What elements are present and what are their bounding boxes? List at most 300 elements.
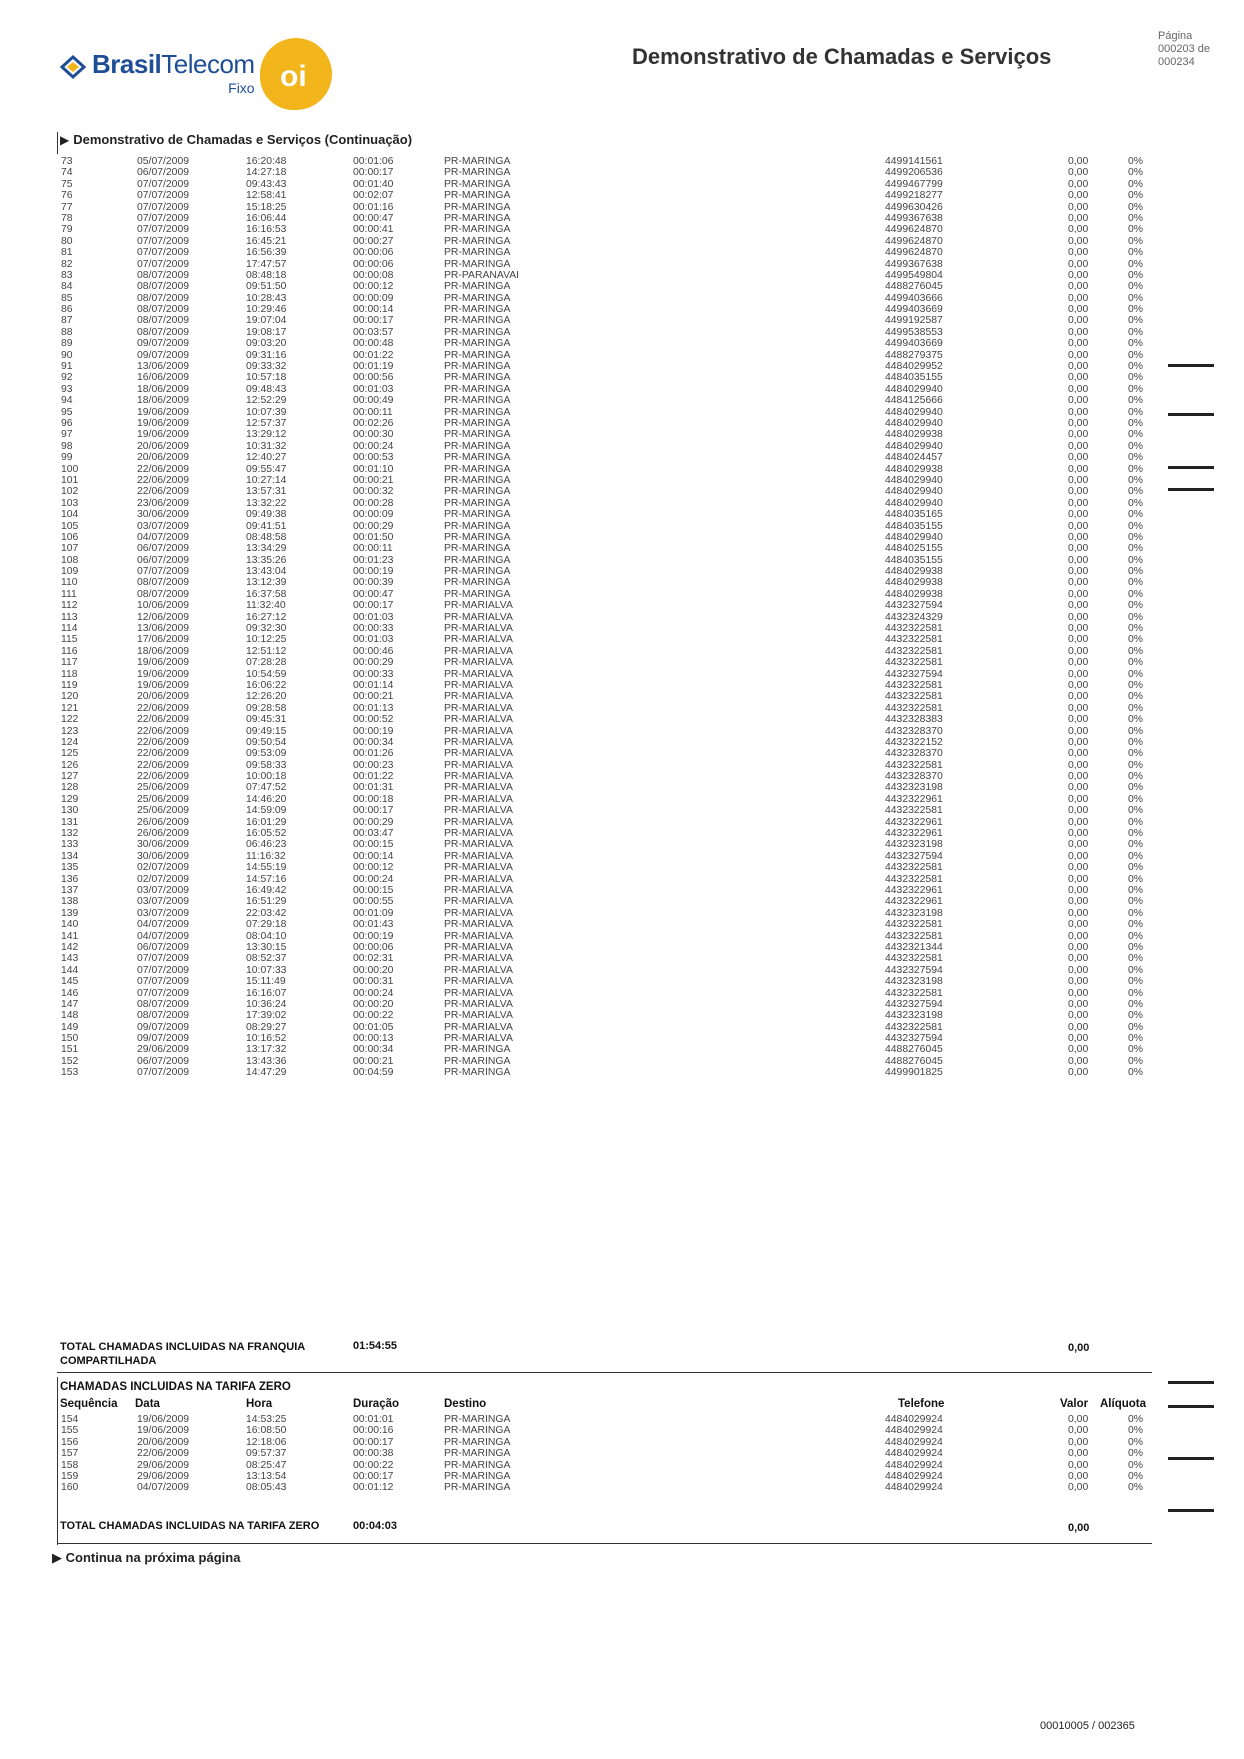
cell-seq: 81 [61,247,73,259]
cell-seq: 137 [61,885,79,896]
cell-destination: PR-MARINGA [444,349,511,361]
cell-phone: 4432322581 [885,873,943,885]
cell-destination: PR-MARIALVA [444,634,513,646]
brasil-telecom-symbol-icon [60,54,86,80]
cell-seq: 98 [61,440,73,452]
cell-value: 0,00 [1068,987,1089,999]
cell-aliquot: 0% [1128,828,1144,840]
cell-destination: PR-MARINGA [444,326,511,338]
cell-time: 14:47:29 [246,1067,287,1079]
cell-seq: 129 [61,793,79,805]
cell-time: 13:32:22 [246,497,287,509]
cell-destination: PR-MARINGA [444,497,511,509]
cell-destination: PR-MARIALVA [444,805,513,817]
cell-date: 25/06/2009 [137,805,190,817]
cell-phone: 4499403666 [885,292,943,304]
cell-phone: 4499467799 [885,178,943,190]
cell-value: 0,00 [1068,941,1089,953]
cell-value: 0,00 [1068,509,1089,521]
cell-phone: 4484029940 [885,417,943,429]
cell-time: 17:47:57 [246,258,287,270]
cell-destination: PR-MARINGA [444,1067,511,1079]
cell-value: 0,00 [1068,816,1089,828]
cell-value: 0,00 [1068,224,1089,236]
cell-value: 0,00 [1068,691,1089,703]
cell-duration: 00:00:14 [353,304,394,316]
cell-duration: 00:01:05 [353,1021,394,1033]
cell-value: 0,00 [1068,850,1089,862]
cell-date: 07/07/2009 [137,1067,190,1079]
cell-date: 19/06/2009 [137,1425,190,1437]
table-row [60,281,1152,292]
cell-aliquot: 0% [1128,258,1144,270]
cell-seq: 133 [61,839,79,851]
table-row [60,304,1152,315]
cell-destination: PR-MARIALVA [444,850,513,862]
cell-time: 14:53:25 [246,1414,287,1425]
cell-destination: PR-MARINGA [444,1482,511,1494]
cell-date: 18/06/2009 [137,645,190,657]
cell-destination: PR-MARIALVA [444,691,513,703]
cell-phone: 4432322581 [885,691,943,703]
cell-aliquot: 0% [1128,725,1144,737]
cell-value: 0,00 [1068,725,1089,737]
cell-date: 08/07/2009 [137,1010,190,1022]
cell-aliquot: 0% [1128,1055,1144,1067]
cell-aliquot: 0% [1128,907,1144,919]
cell-phone: 4484125666 [885,395,943,407]
cell-time: 07:28:28 [246,657,287,669]
cell-time: 09:55:47 [246,463,287,475]
cell-phone: 4488276045 [885,1055,943,1067]
cell-duration: 00:00:06 [353,258,394,270]
cell-seq: 151 [61,1044,79,1056]
table-row [60,429,1152,440]
cell-value: 0,00 [1068,1470,1089,1482]
cell-aliquot: 0% [1128,531,1144,543]
cell-phone: 4432324329 [885,611,943,623]
cell-seq: 99 [61,452,73,464]
cell-destination: PR-MARIALVA [444,907,513,919]
table-row [60,566,1152,577]
cell-destination: PR-MARINGA [444,201,511,213]
cell-duration: 00:00:52 [353,714,394,726]
cell-phone: 4432323198 [885,976,943,988]
cell-phone: 4432322581 [885,634,943,646]
table-row [60,726,1152,737]
cell-destination: PR-MARIALVA [444,964,513,976]
margin-mark [1168,364,1214,367]
cell-aliquot: 0% [1128,1414,1144,1425]
cell-destination: PR-MARIALVA [444,736,513,748]
table-row [60,418,1152,429]
cell-seq: 140 [61,919,79,931]
cell-value: 0,00 [1068,326,1089,338]
table-row [60,1414,1152,1425]
cell-phone: 4432327594 [885,668,943,680]
cell-aliquot: 0% [1128,1448,1144,1460]
table-row [60,224,1152,235]
cell-seq: 108 [61,554,79,566]
cell-time: 16:20:48 [246,156,287,167]
section-heading: ▶ Demonstrativo de Chamadas e Serviços (Continuação) [60,132,413,147]
cell-aliquot: 0% [1128,850,1144,862]
cell-value: 0,00 [1068,258,1089,270]
cell-destination: PR-MARINGA [444,190,511,202]
cell-date: 04/07/2009 [137,1482,190,1494]
cell-aliquot: 0% [1128,429,1144,441]
table-row [60,1044,1152,1055]
cell-date: 20/06/2009 [137,452,190,464]
cell-aliquot: 0% [1128,463,1144,475]
cell-destination: PR-MARINGA [444,361,511,373]
cell-destination: PR-MARINGA [444,224,511,236]
cell-time: 09:53:09 [246,748,287,760]
cell-seq: 76 [61,190,73,202]
cell-value: 0,00 [1068,896,1089,908]
cell-time: 14:59:09 [246,805,287,817]
table-row [60,1022,1152,1033]
cell-seq: 153 [61,1067,79,1079]
cell-aliquot: 0% [1128,292,1144,304]
cell-phone: 4484029938 [885,588,943,600]
cell-date: 22/06/2009 [137,474,190,486]
cell-duration: 00:01:16 [353,201,394,213]
table-row [60,156,1152,167]
oi-logo: oi [260,38,332,110]
cell-value: 0,00 [1068,657,1089,669]
cell-time: 09:03:20 [246,338,287,350]
cell-duration: 00:00:32 [353,486,394,498]
cell-date: 07/07/2009 [137,224,190,236]
cell-destination: PR-MARINGA [444,156,511,167]
cell-value: 0,00 [1068,953,1089,965]
cell-value: 0,00 [1068,156,1089,167]
cell-phone: 4432323198 [885,839,943,851]
cell-seq: 150 [61,1033,79,1045]
cell-date: 19/06/2009 [137,1414,190,1425]
cell-seq: 114 [61,623,78,635]
cell-value: 0,00 [1068,1067,1089,1079]
cell-duration: 00:00:29 [353,520,394,532]
table-row [60,1056,1152,1067]
cell-phone: 4484029940 [885,474,943,486]
cell-duration: 00:00:39 [353,577,394,589]
cell-duration: 00:00:22 [353,1010,394,1022]
cell-date: 06/07/2009 [137,543,190,555]
table-row [60,407,1152,418]
cell-aliquot: 0% [1128,201,1144,213]
cell-date: 07/07/2009 [137,235,190,247]
cell-seq: 118 [61,668,78,680]
cell-aliquot: 0% [1128,566,1144,578]
cell-destination: PR-MARIALVA [444,987,513,999]
cell-time: 10:29:46 [246,304,287,316]
cell-destination: PR-MARINGA [444,304,511,316]
cell-date: 30/06/2009 [137,839,190,851]
cell-date: 07/07/2009 [137,964,190,976]
table-row [60,1471,1152,1482]
col-duration: Duração [353,1398,400,1410]
cell-date: 06/07/2009 [137,1055,190,1067]
cell-duration: 00:00:28 [353,497,394,509]
cell-value: 0,00 [1068,885,1089,896]
cell-duration: 00:01:19 [353,361,394,373]
cell-duration: 00:00:47 [353,212,394,224]
table-row [60,976,1152,987]
franquia-total-duration: 01:54:55 [353,1340,398,1352]
cell-phone: 4484029940 [885,531,943,543]
cell-aliquot: 0% [1128,1044,1144,1056]
cell-aliquot: 0% [1128,1470,1144,1482]
cell-date: 03/07/2009 [137,896,190,908]
cell-date: 06/07/2009 [137,941,190,953]
cell-aliquot: 0% [1128,714,1144,726]
cell-value: 0,00 [1068,964,1089,976]
triangle-arrow-icon: ▶ [60,133,70,147]
cell-duration: 00:01:10 [353,463,394,475]
cell-time: 16:45:21 [246,235,287,247]
cell-duration: 00:00:31 [353,976,394,988]
cell-seq: 131 [61,816,79,828]
cell-phone: 4484029938 [885,566,943,578]
cell-time: 14:27:18 [246,167,287,179]
cell-aliquot: 0% [1128,315,1144,327]
cell-phone: 4432322581 [885,679,943,691]
cell-destination: PR-MARIALVA [444,611,513,623]
cell-duration: 00:00:11 [353,543,393,555]
divider [57,1372,1152,1373]
cell-seq: 145 [61,976,79,988]
cell-destination: PR-MARINGA [444,1448,511,1460]
cell-phone: 4432327594 [885,600,943,612]
cell-destination: PR-MARIALVA [444,885,513,896]
table-row [60,543,1152,554]
cell-time: 07:47:52 [246,782,287,794]
cell-time: 16:37:58 [246,588,287,600]
table-row [60,805,1152,816]
cell-time: 22:03:42 [246,907,287,919]
cell-duration: 00:01:31 [353,782,394,794]
cell-time: 10:07:39 [246,406,287,418]
cell-seq: 138 [61,896,79,908]
cell-phone: 4484029924 [885,1414,943,1425]
col-date: Data [135,1398,160,1410]
cell-time: 13:12:39 [246,577,287,589]
cell-value: 0,00 [1068,554,1089,566]
tarifa-zero-heading: CHAMADAS INCLUIDAS NA TARIFA ZERO [60,1381,291,1393]
cell-duration: 00:00:14 [353,850,394,862]
cell-value: 0,00 [1068,600,1089,612]
cell-destination: PR-MARINGA [444,281,511,293]
cell-seq: 147 [61,998,79,1010]
table-row [60,794,1152,805]
cell-seq: 83 [61,269,73,281]
cell-destination: PR-MARINGA [444,1425,511,1437]
cell-value: 0,00 [1068,212,1089,224]
cell-time: 09:48:43 [246,383,287,395]
cell-time: 09:50:54 [246,736,287,748]
cell-phone: 4488279375 [885,349,943,361]
cell-time: 11:32:40 [246,600,286,612]
cell-time: 16:51:29 [246,896,287,908]
cell-value: 0,00 [1068,930,1089,942]
cell-duration: 00:01:03 [353,634,394,646]
cell-phone: 4499367638 [885,258,943,270]
cell-aliquot: 0% [1128,793,1144,805]
margin-mark [1168,466,1214,469]
cell-phone: 4484029940 [885,486,943,498]
cell-value: 0,00 [1068,1425,1089,1437]
cell-destination: PR-MARIALVA [444,941,513,953]
cell-seq: 136 [61,873,79,885]
col-phone: Telefone [898,1398,945,1410]
tarifa-zero-total-label: TOTAL CHAMADAS INCLUIDAS NA TARIFA ZERO [60,1520,320,1532]
cell-duration: 00:00:33 [353,668,394,680]
cell-seq: 143 [61,953,79,965]
cell-aliquot: 0% [1128,383,1144,395]
cell-duration: 00:01:12 [353,1482,394,1494]
cell-destination: PR-MARINGA [444,383,511,395]
cell-phone: 4432322152 [885,736,943,748]
cell-seq: 94 [61,395,73,407]
table-row [60,851,1152,862]
table-row [60,293,1152,304]
cell-value: 0,00 [1068,805,1089,817]
cell-value: 0,00 [1068,361,1089,373]
cell-aliquot: 0% [1128,998,1144,1010]
table-row [60,179,1152,190]
cell-phone: 4432323198 [885,907,943,919]
cell-destination: PR-MARINGA [444,315,511,327]
divider [57,1543,1152,1544]
cell-phone: 4499403669 [885,338,943,350]
cell-date: 04/07/2009 [137,919,190,931]
cell-seq: 109 [61,566,79,578]
cell-value: 0,00 [1068,1010,1089,1022]
table-row [60,1482,1152,1493]
brand-name: BrasilTelecom [92,49,255,79]
cell-time: 08:25:47 [246,1459,287,1471]
cell-aliquot: 0% [1128,919,1144,931]
cell-date: 07/07/2009 [137,247,190,259]
page-title: Demonstrativo de Chamadas e Serviços [632,44,1052,69]
cell-value: 0,00 [1068,634,1089,646]
cell-value: 0,00 [1068,292,1089,304]
cell-date: 07/07/2009 [137,987,190,999]
cell-date: 22/06/2009 [137,748,190,760]
table-row [60,817,1152,828]
cell-phone: 4484029924 [885,1425,943,1437]
cell-destination: PR-MARIALVA [444,896,513,908]
cell-seq: 139 [61,907,79,919]
cell-date: 02/07/2009 [137,862,190,874]
cell-duration: 00:03:47 [353,828,394,840]
cell-time: 19:07:04 [246,315,287,327]
cell-aliquot: 0% [1128,190,1144,202]
cell-destination: PR-MARINGA [444,395,511,407]
cell-value: 0,00 [1068,463,1089,475]
cell-phone: 4432322961 [885,885,943,896]
cell-date: 07/07/2009 [137,201,190,213]
cell-date: 17/06/2009 [137,634,190,646]
cell-aliquot: 0% [1128,623,1144,635]
cell-seq: 84 [61,281,73,293]
cell-time: 10:57:18 [246,372,287,384]
tarifa-zero-total-duration: 00:04:03 [353,1520,398,1532]
cell-phone: 4432327594 [885,850,943,862]
table-row [60,999,1152,1010]
table-row [60,1460,1152,1471]
cell-date: 08/07/2009 [137,269,190,281]
table-row [60,919,1152,930]
cell-destination: PR-MARIALVA [444,702,513,714]
table-row [60,1010,1152,1021]
table-row [60,532,1152,543]
col-time: Hora [246,1398,273,1410]
cell-aliquot: 0% [1128,885,1144,896]
cell-aliquot: 0% [1128,759,1144,771]
cell-time: 09:28:58 [246,702,287,714]
cell-destination: PR-MARINGA [444,509,511,521]
cell-phone: 4432322581 [885,953,943,965]
cell-aliquot: 0% [1128,577,1144,589]
cell-date: 08/07/2009 [137,577,190,589]
cell-time: 14:55:19 [246,862,287,874]
table-row [60,338,1152,349]
table-row [60,828,1152,839]
cell-time: 16:05:52 [246,828,287,840]
cell-destination: PR-MARIALVA [444,1010,513,1022]
cell-aliquot: 0% [1128,771,1144,783]
cell-duration: 00:00:21 [353,1055,394,1067]
cell-duration: 00:01:50 [353,531,394,543]
cell-destination: PR-MARIALVA [444,839,513,851]
cell-phone: 4432322581 [885,862,943,874]
cell-aliquot: 0% [1128,1021,1144,1033]
cell-value: 0,00 [1068,304,1089,316]
cell-destination: PR-MARIALVA [444,930,513,942]
cell-destination: PR-MARINGA [444,554,511,566]
cell-seq: 126 [61,759,79,771]
cell-duration: 00:00:13 [353,1033,394,1045]
cell-duration: 00:00:46 [353,645,394,657]
cell-time: 19:08:17 [246,326,287,338]
table-row [60,908,1152,919]
cell-date: 09/07/2009 [137,338,190,350]
cell-seq: 155 [61,1425,79,1437]
table-row [60,270,1152,281]
cell-time: 12:58:41 [246,190,287,202]
brand-sub: Fixo [228,80,255,96]
cell-seq: 125 [61,748,79,760]
cell-date: 19/06/2009 [137,668,190,680]
cell-date: 09/07/2009 [137,349,190,361]
cell-value: 0,00 [1068,201,1089,213]
cell-time: 12:18:06 [246,1436,287,1448]
cell-seq: 152 [61,1055,79,1067]
cell-duration: 00:01:01 [353,1414,394,1425]
cell-aliquot: 0% [1128,1436,1144,1448]
cell-phone: 4432322581 [885,657,943,669]
cell-destination: PR-MARINGA [444,566,511,578]
cell-date: 18/06/2009 [137,395,190,407]
cell-value: 0,00 [1068,748,1089,760]
cell-destination: PR-MARINGA [444,258,511,270]
cell-phone: 4499901825 [885,1067,943,1079]
cell-date: 25/06/2009 [137,793,190,805]
cell-seq: 73 [61,156,73,167]
